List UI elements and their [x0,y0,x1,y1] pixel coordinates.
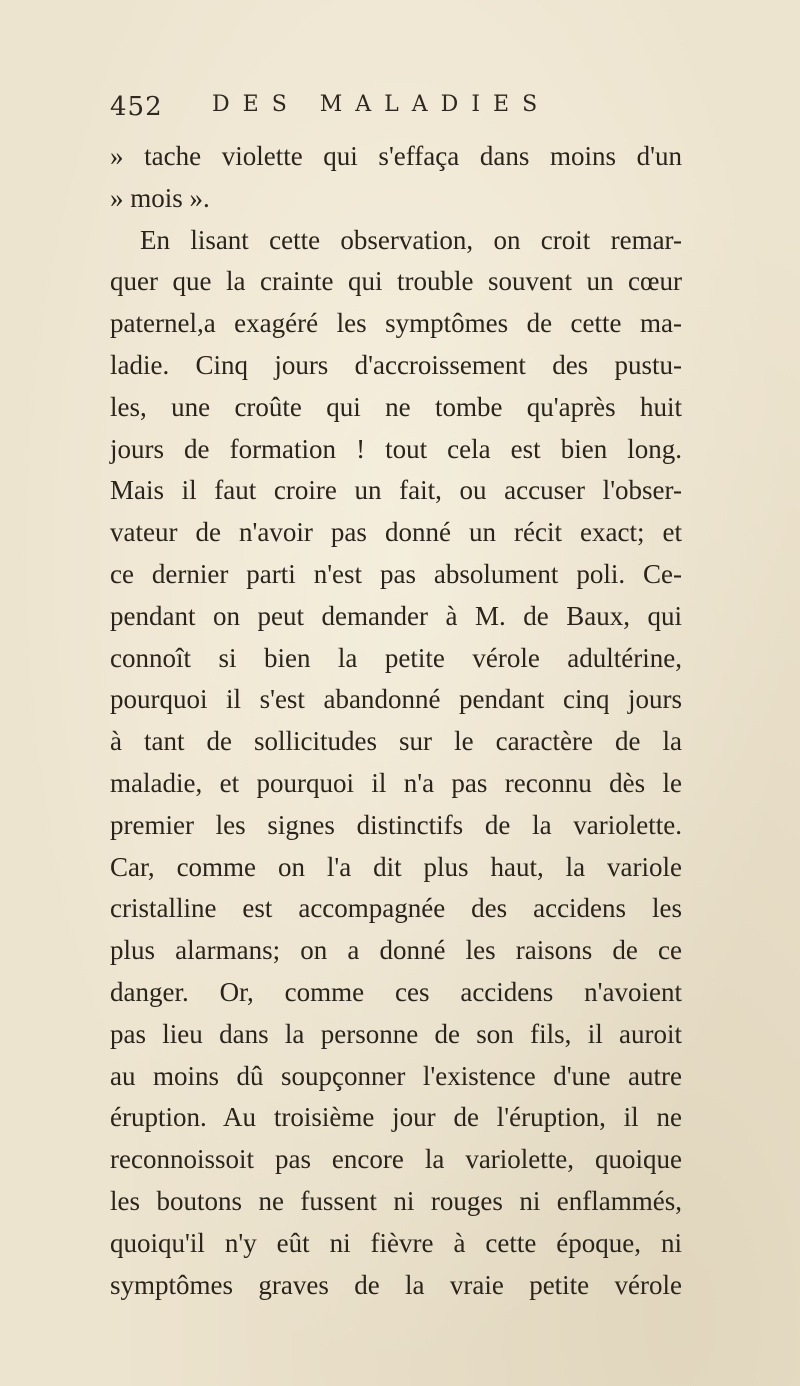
text-line: maladie, et pourquoi il n'a pas reconnu dès le [110,767,682,798]
text-line: pourquoi il s'est abandonné pendant cinq jours [110,684,682,715]
text-line: Car, comme on l'a dit plus haut, la variole [110,851,682,882]
running-head: DES MALADIES [212,92,551,117]
text-line: reconnoissoit pas encore la variolette, quoique [110,1144,682,1175]
text-line: ce dernier parti n'est pas absolument poli. Ce- [110,558,682,589]
page-number: 452 [110,92,163,122]
text-line: vateur de n'avoir pas donné un récit exact; et [110,517,682,548]
body-text [110,136,682,1306]
text-line: jours de formation ! tout cela est bien long. [110,433,682,464]
text-line: » mois ». [110,182,210,213]
page-header [0,92,800,132]
text-line: pas lieu dans la personne de son fils, il auroit [110,1018,682,1049]
text-line: paternel,a exagéré les symptômes de cette ma- [110,308,682,339]
text-line: au moins dû soupçonner l'existence d'une autre [110,1060,682,1091]
text-line: ladie. Cinq jours d'accroissement des pustu- [110,349,682,380]
text-line: Mais il faut croire un fait, ou accuser l'obser- [110,475,682,506]
text-line: quer que la crainte qui trouble souvent un cœur [110,266,682,297]
text-line: les boutons ne fussent ni rouges ni enflammés, [110,1185,682,1216]
text-line: danger. Or, comme ces accidens n'avoient [110,976,682,1007]
text-line: éruption. Au troisième jour de l'éruption, il ne [110,1102,682,1133]
text-line: symptômes graves de la vraie petite vérole [110,1269,682,1300]
text-line: premier les signes distinctifs de la variolette. [110,809,682,840]
text-line: En lisant cette observation, on croit remar- [140,224,682,255]
text-line: connoît si bien la petite vérole adultérine, [110,642,682,673]
text-line: quoiqu'il n'y eût ni fièvre à cette époque, ni [110,1227,682,1258]
text-line: les, une croûte qui ne tombe qu'après huit [110,391,682,422]
text-line: plus alarmans; on a donné les raisons de ce [110,935,682,966]
text-line: pendant on peut demander à M. de Baux, qui [110,600,682,631]
text-line: » tache violette qui s'effaça dans moins d'un [110,141,682,171]
text-line: à tant de sollicitudes sur le caractère de la [110,726,682,757]
text-line: cristalline est accompagnée des accidens les [110,893,682,924]
